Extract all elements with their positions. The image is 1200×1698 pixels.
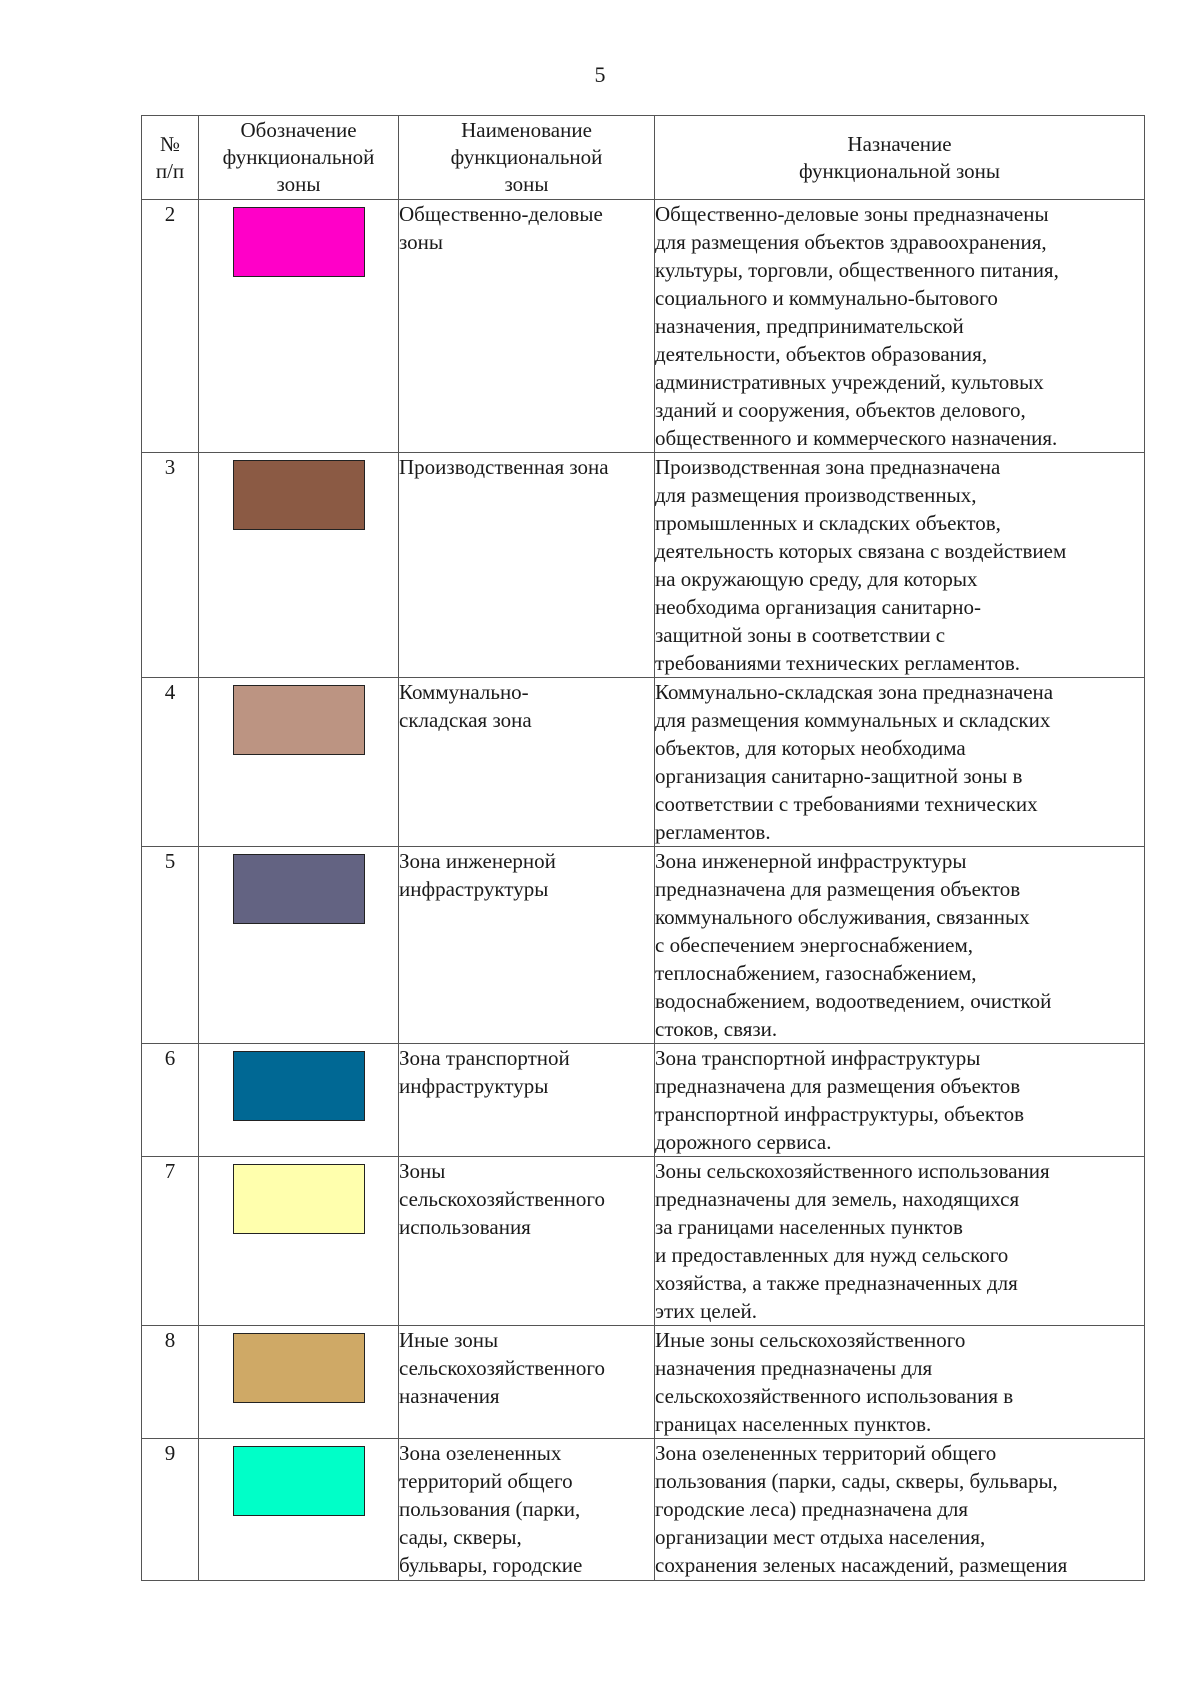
zone-purpose-line: организации мест отдыха населения, bbox=[655, 1525, 986, 1549]
zone-purpose-line: предназначена для размещения объектов bbox=[655, 1074, 1021, 1098]
table-row bbox=[142, 1326, 1145, 1439]
zone-name bbox=[399, 1439, 655, 1581]
zone-purpose bbox=[655, 1157, 1145, 1326]
zone-name bbox=[399, 1157, 655, 1326]
zone-name-line: складская зона bbox=[399, 708, 532, 732]
zone-purpose bbox=[655, 1326, 1145, 1439]
zone-purpose-line: границах населенных пунктов. bbox=[655, 1412, 932, 1436]
zone-purpose-line: Зона транспортной инфраструктуры bbox=[655, 1046, 981, 1070]
zone-name-line: Производственная зона bbox=[399, 455, 609, 479]
zone-name-line: пользования (парки, bbox=[399, 1497, 581, 1521]
row-number: 7 bbox=[142, 1157, 199, 1326]
zone-purpose-line: водоснабжением, водоотведением, очисткой bbox=[655, 989, 1052, 1013]
zone-name bbox=[399, 1044, 655, 1157]
zone-purpose-line: хозяйства, а также предназначенных для bbox=[655, 1271, 1018, 1295]
zone-designation-cell bbox=[199, 1157, 399, 1326]
zone-name bbox=[399, 200, 655, 453]
zone-purpose-line: для размещения коммунальных и складских bbox=[655, 708, 1051, 732]
zone-name-line: инфраструктуры bbox=[399, 1074, 549, 1098]
zone-purpose-line: теплоснабжением, газоснабжением, bbox=[655, 961, 977, 985]
zone-purpose-line: и предоставленных для нужд сельского bbox=[655, 1243, 1009, 1267]
zone-purpose-line: деятельность которых связана с воздействием bbox=[655, 539, 1067, 563]
table-row bbox=[142, 453, 1145, 678]
zone-purpose-line: Производственная зона предназначена bbox=[655, 455, 1001, 479]
zone-purpose-line: объектов, для которых необходима bbox=[655, 736, 966, 760]
zone-designation-cell bbox=[199, 847, 399, 1044]
zone-name-line: сельскохозяйственного bbox=[399, 1356, 605, 1380]
zone-name bbox=[399, 847, 655, 1044]
header-name: Наименование функциональной зоны bbox=[399, 116, 655, 200]
zone-purpose bbox=[655, 847, 1145, 1044]
table-row bbox=[142, 847, 1145, 1044]
zone-purpose-line: деятельности, объектов образования, bbox=[655, 342, 988, 366]
table-row bbox=[142, 200, 1145, 453]
zone-name-line: сады, скверы, bbox=[399, 1525, 522, 1549]
zone-purpose-line: стоков, связи. bbox=[655, 1017, 778, 1041]
zone-purpose bbox=[655, 1044, 1145, 1157]
zone-purpose-line: Иные зоны сельскохозяйственного bbox=[655, 1328, 966, 1352]
zone-name-line: использования bbox=[399, 1215, 531, 1239]
zone-purpose-line: этих целей. bbox=[655, 1299, 758, 1323]
zone-purpose-line: необходима организация санитарно- bbox=[655, 595, 981, 619]
table-header-row bbox=[142, 116, 1145, 200]
zone-purpose-line: организация санитарно-защитной зоны в bbox=[655, 764, 1023, 788]
zone-purpose-line: защитной зоны в соответствии с bbox=[655, 623, 946, 647]
zone-name-line: зоны bbox=[399, 230, 444, 254]
zone-purpose-line: городские леса) предназначена для bbox=[655, 1497, 969, 1521]
zone-purpose-line: Зоны сельскохозяйственного использования bbox=[655, 1159, 1050, 1183]
zone-purpose-line: транспортной инфраструктуры, объектов bbox=[655, 1102, 1025, 1126]
row-number: 8 bbox=[142, 1326, 199, 1439]
zone-purpose-line: для размещения объектов здравоохранения, bbox=[655, 230, 1047, 254]
zone-purpose-line: сохранения зеленых насаждений, размещения bbox=[655, 1553, 1068, 1577]
zone-name-line: Зона озелененных bbox=[399, 1441, 562, 1465]
zone-purpose-line: Коммунально-складская зона предназначена bbox=[655, 680, 1054, 704]
header-designation: Обозначение функциональной зоны bbox=[199, 116, 399, 200]
zone-designation-cell bbox=[199, 200, 399, 453]
zone-purpose-line: предназначены для земель, находящихся bbox=[655, 1187, 1020, 1211]
zone-purpose-line: пользования (парки, сады, скверы, бульвары, bbox=[655, 1469, 1058, 1493]
zone-designation-cell bbox=[199, 678, 399, 847]
zone-purpose-line: регламентов. bbox=[655, 820, 771, 844]
zone-purpose-line: назначения предназначены для bbox=[655, 1356, 933, 1380]
zone-purpose bbox=[655, 200, 1145, 453]
zone-purpose-line: предназначена для размещения объектов bbox=[655, 877, 1021, 901]
zone-purpose-line: требованиями технических регламентов. bbox=[655, 651, 1021, 675]
row-number: 9 bbox=[142, 1439, 199, 1581]
zone-name-line: Коммунально- bbox=[399, 680, 529, 704]
zone-purpose-line: культуры, торговли, общественного питания, bbox=[655, 258, 1059, 282]
zone-color-swatch bbox=[233, 207, 365, 277]
header-purpose: Назначение функциональной зоны bbox=[655, 116, 1145, 200]
zone-name-line: назначения bbox=[399, 1384, 500, 1408]
zone-purpose-line: для размещения производственных, bbox=[655, 483, 977, 507]
zone-purpose bbox=[655, 453, 1145, 678]
zone-color-swatch bbox=[233, 1164, 365, 1234]
zone-name-line: бульвары, городские bbox=[399, 1553, 583, 1577]
row-number: 6 bbox=[142, 1044, 199, 1157]
table-row bbox=[142, 1439, 1145, 1581]
zone-color-swatch bbox=[233, 854, 365, 924]
zone-name-line: территорий общего bbox=[399, 1469, 573, 1493]
zone-purpose-line: административных учреждений, культовых bbox=[655, 370, 1044, 394]
zone-purpose-line: промышленных и складских объектов, bbox=[655, 511, 1001, 535]
zone-name-line: Иные зоны bbox=[399, 1328, 499, 1352]
zone-purpose-line: Общественно-деловые зоны предназначены bbox=[655, 202, 1049, 226]
zone-name-line: Общественно-деловые bbox=[399, 202, 603, 226]
zone-name-line: Зона инженерной bbox=[399, 849, 556, 873]
zone-color-swatch bbox=[233, 1051, 365, 1121]
zone-name bbox=[399, 1326, 655, 1439]
zone-purpose-line: сельскохозяйственного использования в bbox=[655, 1384, 1014, 1408]
zone-purpose-line: коммунального обслуживания, связанных bbox=[655, 905, 1030, 929]
zone-purpose-line: Зона инженерной инфраструктуры bbox=[655, 849, 967, 873]
row-number: 5 bbox=[142, 847, 199, 1044]
zone-color-swatch bbox=[233, 460, 365, 530]
header-number: № п/п bbox=[142, 116, 199, 200]
zone-designation-cell bbox=[199, 453, 399, 678]
zone-designation-cell bbox=[199, 1044, 399, 1157]
table-row bbox=[142, 1044, 1145, 1157]
zone-purpose-line: дорожного сервиса. bbox=[655, 1130, 832, 1154]
table-row bbox=[142, 1157, 1145, 1326]
zone-name bbox=[399, 678, 655, 847]
zone-purpose-line: на окружающую среду, для которых bbox=[655, 567, 978, 591]
zone-purpose-line: за границами населенных пунктов bbox=[655, 1215, 963, 1239]
zone-color-swatch bbox=[233, 1446, 365, 1516]
zone-purpose-line: общественного и коммерческого назначения. bbox=[655, 426, 1058, 450]
zone-purpose-line: социального и коммунально-бытового bbox=[655, 286, 998, 310]
zone-name-line: Зона транспортной bbox=[399, 1046, 570, 1070]
zone-color-swatch bbox=[233, 685, 365, 755]
zone-designation-cell bbox=[199, 1326, 399, 1439]
zone-purpose-line: с обеспечением энергоснабжением, bbox=[655, 933, 974, 957]
table-row bbox=[142, 678, 1145, 847]
zone-purpose-line: соответствии с требованиями технических bbox=[655, 792, 1038, 816]
zone-purpose-line: назначения, предпринимательской bbox=[655, 314, 964, 338]
row-number: 4 bbox=[142, 678, 199, 847]
zone-purpose bbox=[655, 678, 1145, 847]
zone-color-swatch bbox=[233, 1333, 365, 1403]
zones-table bbox=[141, 115, 1145, 1581]
zone-name bbox=[399, 453, 655, 678]
row-number: 3 bbox=[142, 453, 199, 678]
row-number: 2 bbox=[142, 200, 199, 453]
zone-purpose bbox=[655, 1439, 1145, 1581]
zone-designation-cell bbox=[199, 1439, 399, 1581]
zone-name-line: инфраструктуры bbox=[399, 877, 549, 901]
page-number: 5 bbox=[594, 62, 606, 87]
zone-purpose-line: зданий и сооружения, объектов делового, bbox=[655, 398, 1026, 422]
zone-purpose-line: Зона озелененных территорий общего bbox=[655, 1441, 997, 1465]
zone-name-line: сельскохозяйственного bbox=[399, 1187, 605, 1211]
zone-name-line: Зоны bbox=[399, 1159, 446, 1183]
